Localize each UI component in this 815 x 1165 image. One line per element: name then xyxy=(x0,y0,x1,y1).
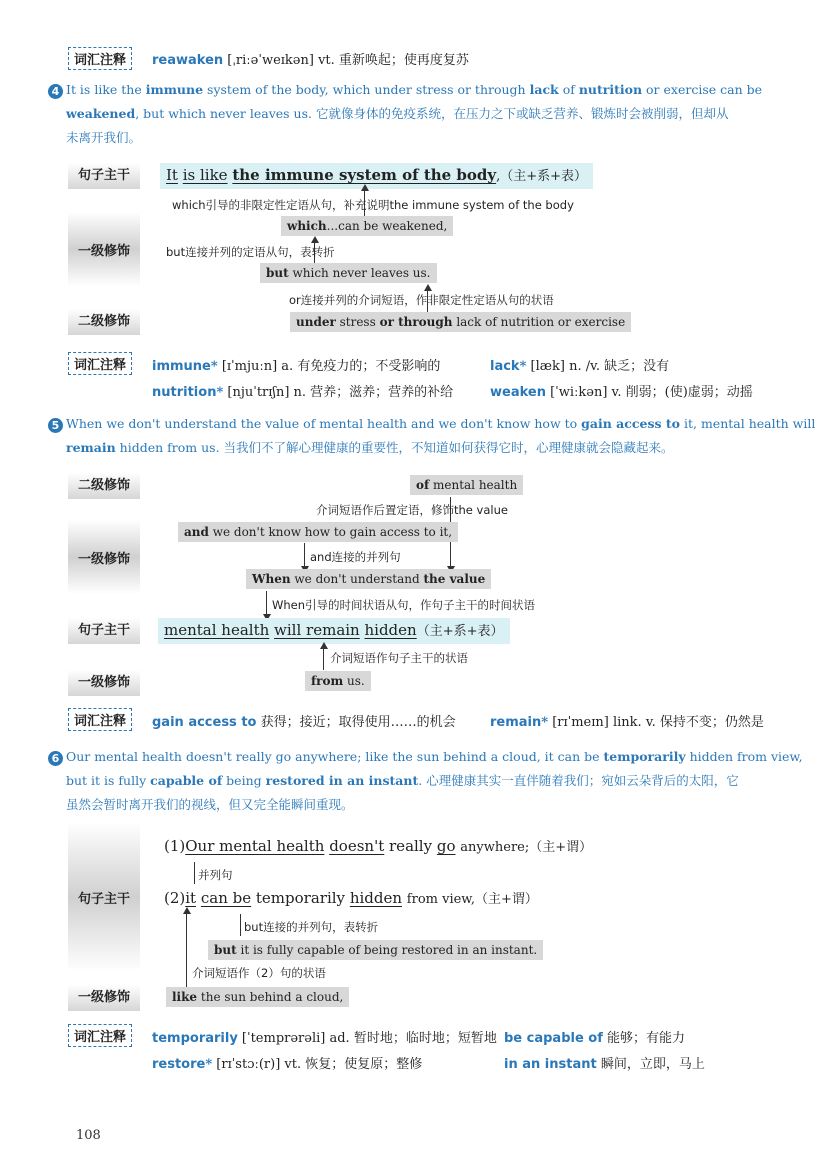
vocab-entry: be capable of 能够；有能力 xyxy=(504,1031,686,1046)
label-main-clause: 句子主干 xyxy=(68,618,140,644)
note: but连接并列的定语从句，表转折 xyxy=(166,245,335,259)
label-main-clause: 句子主干 xyxy=(68,163,140,189)
clause-box: and we don't know how to gain access to it, xyxy=(178,522,458,542)
sentence-5-text: When we don't understand the value of mental health and we don't know how to gain access to it, mental health will remain hidden from us. 当我们不了解心理健康的重要性，不知道如何获得它时，心理健康就会隐藏起来。 xyxy=(66,416,815,455)
arrow xyxy=(323,648,324,670)
vocab-entry: nutrition* [njuˈtrɪʃn] n. 营养；滋养；营养的补给 xyxy=(152,385,454,400)
vocab-entry: restore* [rɪˈstɔː(r)] vt. 恢复；使复原；整修 xyxy=(152,1057,423,1072)
note: When引导的时间状语从句，作句子主干的时间状语 xyxy=(272,598,536,612)
vocab-label: 词汇注释 xyxy=(68,47,132,70)
label-level2: 二级修饰 xyxy=(68,473,140,499)
clause-box: like the sun behind a cloud, xyxy=(166,987,349,1007)
main-clause-2: (2)it can be temporarily hidden from view,（主+谓） xyxy=(164,889,538,907)
clause-box: of mental health xyxy=(410,475,523,495)
note: but连接的并列句，表转折 xyxy=(244,920,379,934)
sentence-number: 5 xyxy=(48,418,63,433)
note: and连接的并列句 xyxy=(310,550,401,564)
vocab-entry: lack* [læk] n. /v. 缺乏；没有 xyxy=(490,359,670,374)
vocab-entry: reawaken [ˌriːəˈweɪkən] vt. 重新唤起；使再度复苏 xyxy=(152,53,469,68)
clause-box: from us. xyxy=(305,671,371,691)
label-level1: 一级修饰 xyxy=(68,985,140,1011)
main-clause-1: (1)Our mental health doesn't really go anywhere;（主+谓） xyxy=(164,837,593,855)
vocab-entry: remain* [rɪˈmeɪn] link. v. 保持不变；仍然是 xyxy=(490,715,764,730)
clause-box: but which never leaves us. xyxy=(260,263,437,283)
note: or连接并列的介词短语，作非限定性定语从句的状语 xyxy=(289,293,554,307)
label-level1: 一级修饰 xyxy=(68,670,140,696)
label-level1: 一级修饰 xyxy=(68,520,140,594)
note: which引导的非限定性定语从句，补充说明the immune system of the body xyxy=(172,198,574,212)
label-main-clause: 句子主干 xyxy=(68,822,140,972)
clause-box: which...can be weakened, xyxy=(281,216,453,236)
label-level1: 一级修饰 xyxy=(68,212,140,286)
sentence-number: 4 xyxy=(48,84,63,99)
clause-box: When we don't understand the value xyxy=(246,569,491,589)
note: 介词短语作句子主干的状语 xyxy=(330,651,468,665)
clause-box: but it is fully capable of being restored in an instant. xyxy=(208,940,543,960)
label-level2: 二级修饰 xyxy=(68,309,140,335)
sentence-number: 6 xyxy=(48,751,63,766)
note: 并列句 xyxy=(198,868,233,882)
sentence-6-text: Our mental health doesn't really go anywhere; like the sun behind a cloud, it can be temporarily hidden from view, but it is fully capable of being restored in an instant. 心理健康其实一直伴随着我们；宛如云朵背后的太阳，它 虽然会暂时离开我们的视线，但又完全能瞬间重现。 xyxy=(66,749,803,812)
main-clause: It is like the immune system of the body,（主+系+表） xyxy=(160,163,593,189)
vocab-entry: weaken [ˈwiːkən] v. 削弱；(使)虚弱；动摇 xyxy=(490,385,753,400)
connector-line xyxy=(194,862,195,884)
arrow xyxy=(304,543,305,567)
vocab-label: 词汇注释 xyxy=(68,708,132,731)
vocab-entry: gain access to 获得；接近；取得使用……的机会 xyxy=(152,715,456,730)
vocab-label: 词汇注释 xyxy=(68,1024,132,1047)
arrow xyxy=(186,913,187,989)
connector-line xyxy=(240,914,241,936)
vocab-entry: immune* [ɪˈmjuːn] a. 有免疫力的；不受影响的 xyxy=(152,359,441,374)
vocab-entry: in an instant 瞬间，立即，马上 xyxy=(504,1057,705,1072)
note: 介词短语作（2）句的状语 xyxy=(192,966,326,980)
clause-box: under stress or through lack of nutrition or exercise xyxy=(290,312,631,332)
vocab-entry: temporarily [ˈtemprərəli] ad. 暂时地；临时地；短暂地 xyxy=(152,1031,497,1046)
sentence-4-text: It is like the immune system of the body, which under stress or through lack of nutrition or exercise can be weakened, but which never leaves us. 它就像身体的免疫系统，在压力之下或缺乏营养、锻炼时会被削弱，但却从 未离开我们。 xyxy=(66,82,762,145)
main-clause: mental health will remain hidden（主+系+表） xyxy=(158,618,510,644)
note: 介词短语作后置定语，修饰the value xyxy=(316,503,508,517)
vocab-label: 词汇注释 xyxy=(68,352,132,375)
page-number: 108 xyxy=(76,1128,101,1143)
arrow xyxy=(266,591,267,615)
